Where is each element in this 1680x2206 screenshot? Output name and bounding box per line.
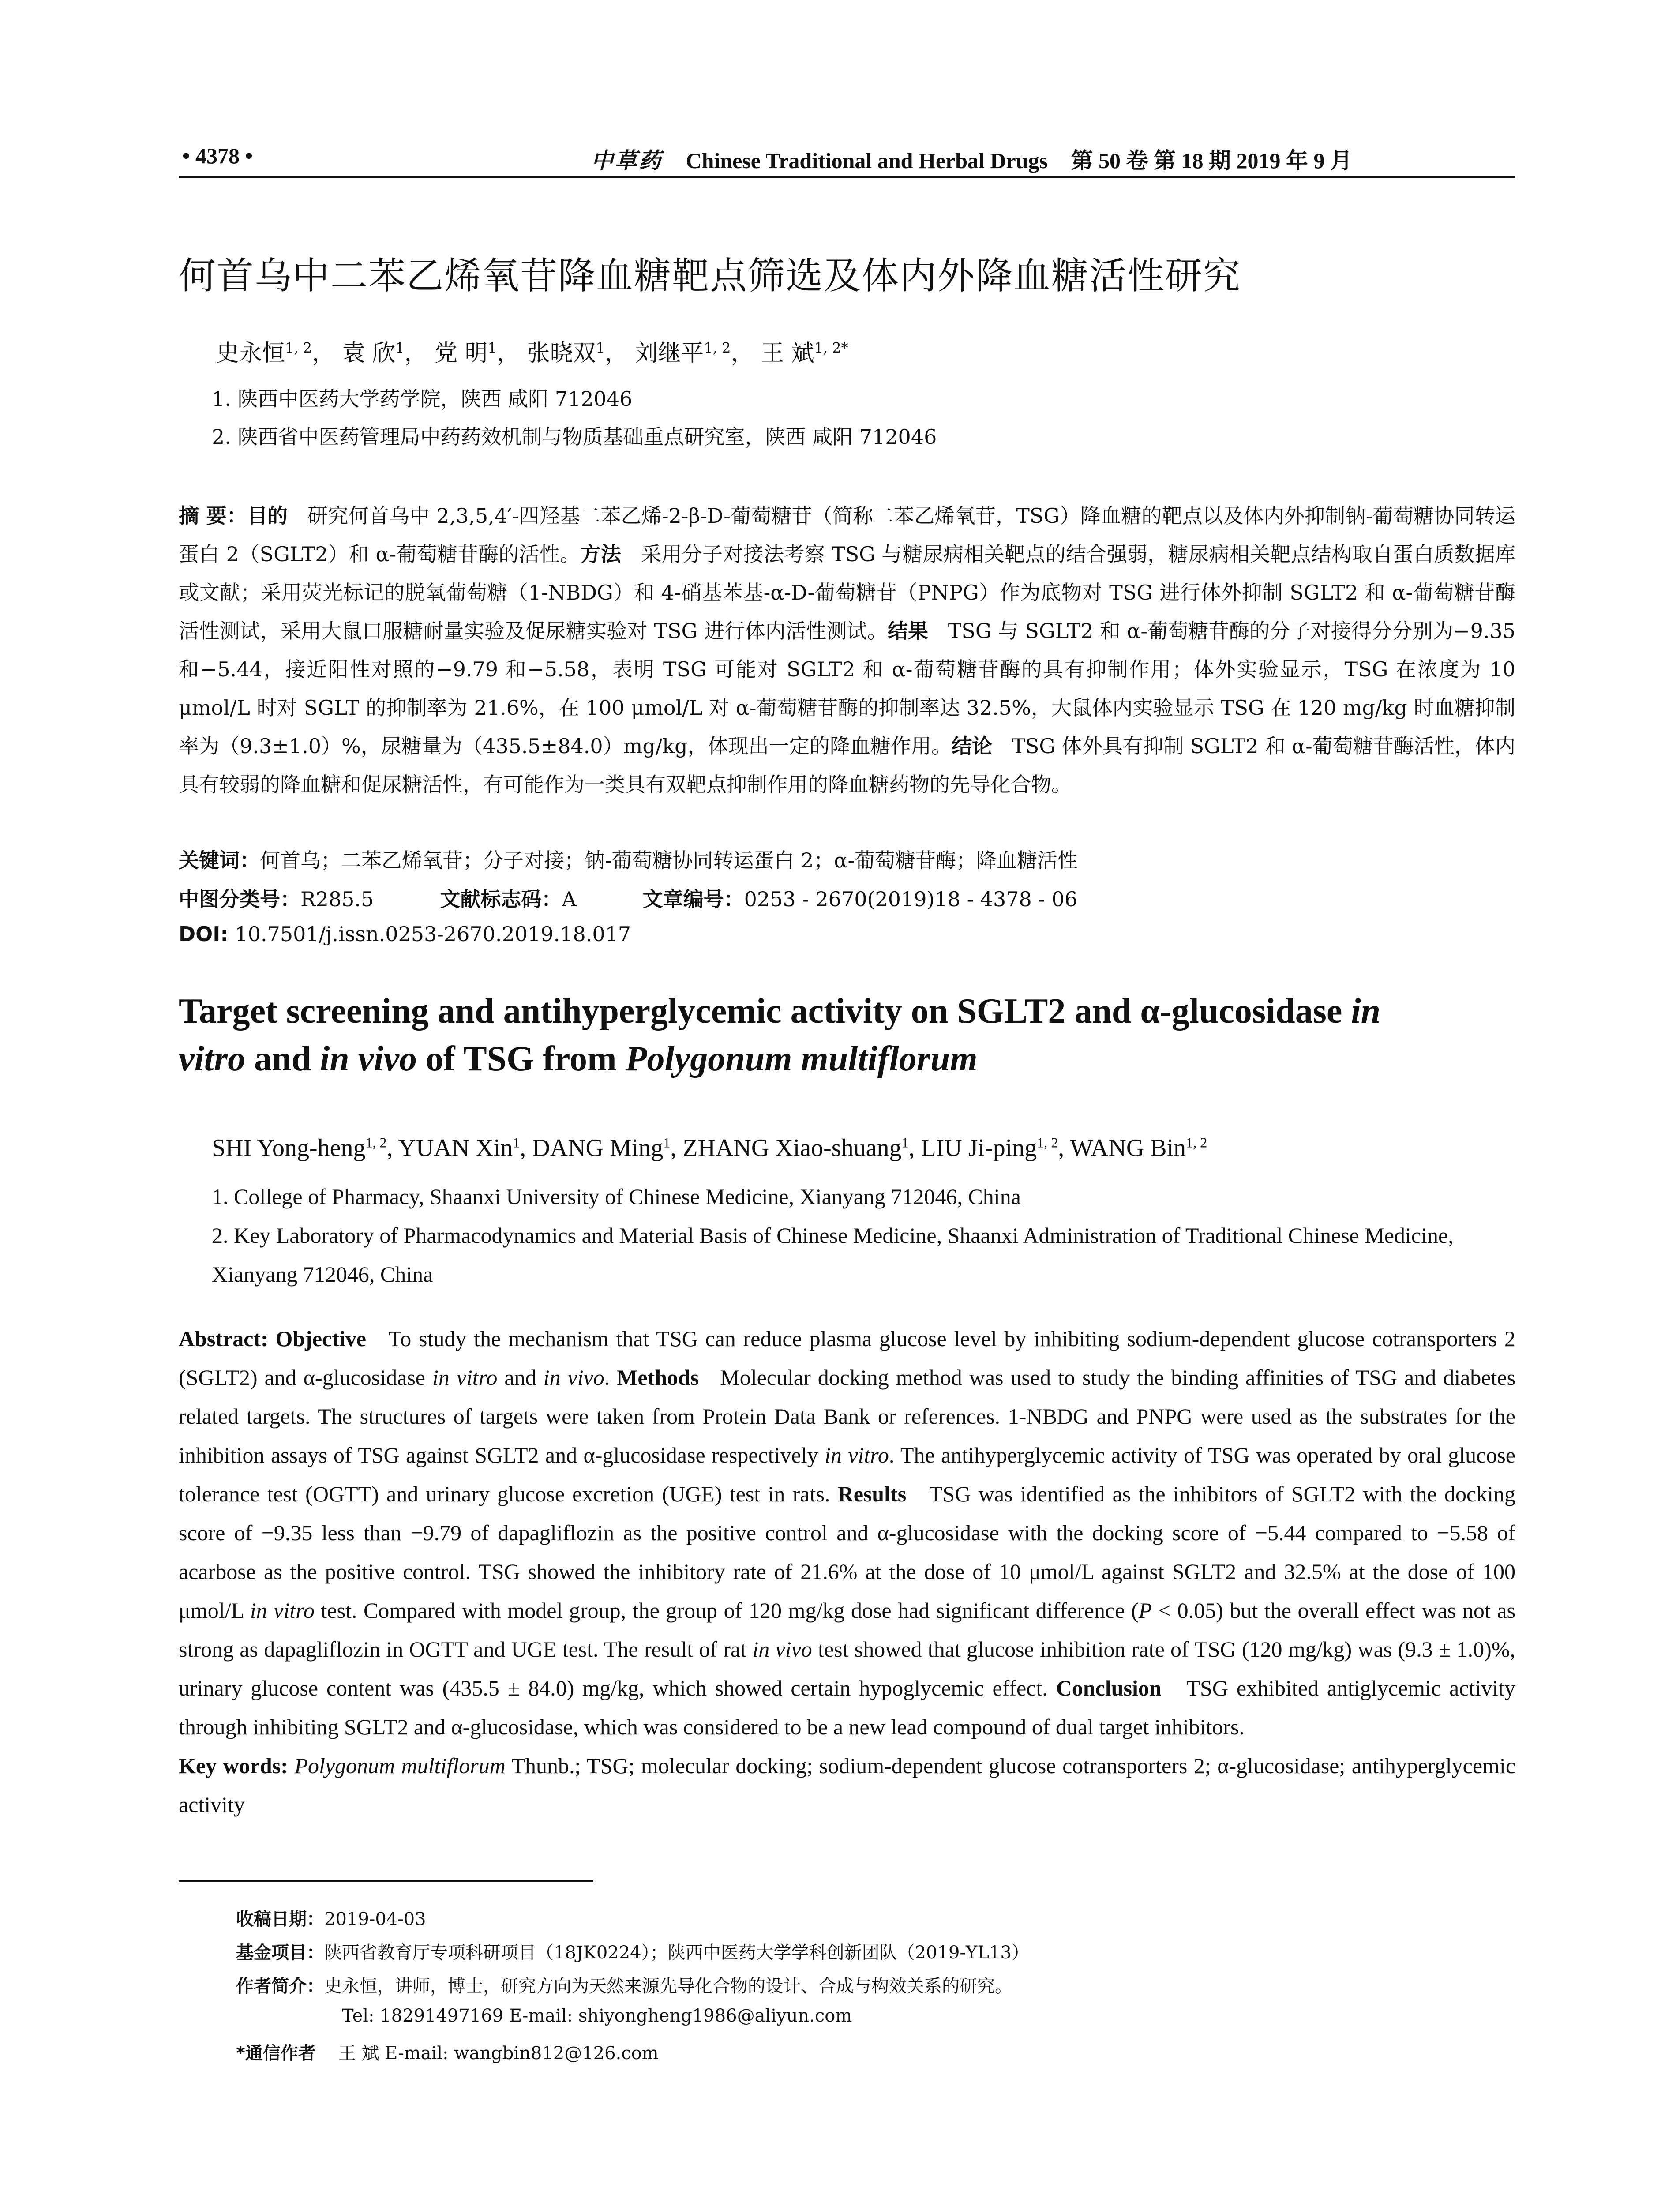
methods-label-en: Methods — [617, 1365, 699, 1390]
author-name: SHI Yong-heng — [212, 1134, 366, 1162]
doc-code-value: A — [562, 887, 577, 911]
author-name: WANG Bin — [1070, 1134, 1186, 1162]
methods-en: . The antihyperglycemic activity of TSG was operated by oral glucose tolerance test (OGTT) and urinary glucose excretion (UGE) test in rats. — [179, 1443, 1515, 1506]
footnote-text: 史永恒，讲师，博士，研究方向为天然来源先导化合物的设计、合成与构效关系的研究。 — [324, 1976, 1012, 1996]
objective-cn: 研究何首乌中 2,3,5,4′-四羟基二苯乙烯-2-β-D-葡萄糖苷（简称二苯乙烯氧苷，TSG）降血糖的靶点以及体内外抑制钠-葡萄糖协同转运蛋白 2（SGLT2）和 α-葡萄糖苷酶的活性。 — [179, 504, 1516, 566]
title-en-part: of TSG from — [417, 1039, 626, 1078]
footnote-label: 收稿日期： — [236, 1909, 324, 1929]
title-en — [179, 987, 1515, 1083]
objective-en: and — [497, 1365, 544, 1390]
journal-name-cn: 中草药 — [591, 148, 663, 173]
footnote-received — [236, 1905, 426, 1930]
keywords-text-cn: 何首乌；二苯乙烯氧苷；分子对接；钠-葡萄糖协同转运蛋白 2；α-葡萄糖苷酶；降血糖活性 — [260, 848, 1078, 872]
author-name: 袁 欣 — [342, 340, 396, 367]
clc-value: R285.5 — [300, 887, 374, 911]
footnote-text: 王 斌 E-mail: wangbin812@126.com — [338, 2043, 659, 2063]
abstract-label-cn: 摘 要： — [179, 504, 247, 528]
results-label-cn: 结果 — [887, 619, 929, 643]
article-no-label: 文章编号： — [642, 887, 744, 911]
author-name: 党 明 — [435, 340, 488, 367]
title-en-italic: in — [1351, 992, 1381, 1031]
affiliation-cn-1: 1. 陕西中医药大学药学院，陕西 咸阳 712046 — [212, 387, 633, 411]
objective-en: To study the mechanism that TSG can reduce plasma glucose level by inhibiting sodium-dependent glucose cotransporters 2 (SGLT2) and α-glucosidase — [179, 1326, 1515, 1390]
footnote-text: 2019-04-03 — [324, 1909, 426, 1929]
author-name: 王 斌 — [761, 340, 814, 367]
running-header — [179, 140, 1515, 178]
author-sup: 1, 2 — [365, 1134, 387, 1151]
footnote-text: 陕西省教育厅专项科研项目（18JK0224）；陕西中医药大学学科创新团队（2019-YL13） — [324, 1943, 1029, 1963]
author-name: ZHANG Xiao-shuang — [682, 1134, 902, 1162]
italic-term: Polygonum multiflorum — [294, 1753, 506, 1778]
author-sup: 1, 2 — [1186, 1134, 1208, 1151]
author-sup: 1 — [663, 1134, 671, 1151]
affiliation-en-1: 1. College of Pharmacy, Shaanxi University of Chinese Medicine, Xianyang 712046, China — [212, 1184, 1021, 1209]
clc-label: 中图分类号： — [179, 887, 300, 911]
footnote-contact: Tel: 18291497169 E-mail: shiyongheng1986@aliyun.com — [342, 2006, 852, 2026]
author-name: 史永恒 — [216, 340, 285, 367]
authors-cn: 史永恒$^{1, 2}$， 袁 欣$^1$， 党 明$^1$， 张晓双$^1$， 刘继平$^{1, 2}$， 王 斌$^{1, 2*}$ — [216, 339, 848, 367]
keywords-en: Thunb.; TSG; molecular docking; sodium-dependent glucose cotransporters 2; α-glucosidase; antihyperglycemic activity — [179, 1753, 1516, 1817]
author-sup: 1 — [488, 339, 497, 356]
affiliation-en-2: 2. Key Laboratory of Pharmacodynamics and Material Basis of Chinese Medicine, Shaanxi Administration of Traditional Chinese Medicine, Xianyang 712046, China — [212, 1223, 1454, 1287]
results-en: test showed that glucose inhibition rate of TSG (120 mg/kg) was (9.3 ± 1.0)%, urinary glucose content was (435.5 ± 84.0) mg/kg, which showed certain hypoglycemic effect. — [179, 1637, 1515, 1700]
author-name: 刘继平 — [635, 340, 704, 367]
keywords-label-cn: 关键词： — [179, 848, 260, 872]
page-number: • 4378 • — [182, 143, 253, 168]
footnote-label: *通信作者 — [236, 2043, 316, 2063]
methods-en: Molecular docking method was used to study the binding affinities of TSG and diabetes related targets. The structures of targets were taken from Protein Data Bank or references. 1-NBDG and PNPG were used as the substrates for the inhibition assays of TSG against SGLT2 and α-glucosidase respectively — [179, 1365, 1516, 1467]
conclusion-cn: TSG 体外具有抑制 SGLT2 和 α-葡萄糖苷酶活性，体内具有较弱的降血糖和促尿糖活性，有可能作为一类具有双靶点抑制作用的降血糖药物的先导化合物。 — [179, 734, 1515, 796]
author-sup: 1 — [395, 339, 405, 356]
author-sup: 1 — [901, 1134, 909, 1151]
doi-value: 10.7501/j.issn.0253-2670.2019.18.017 — [235, 922, 631, 946]
results-label-en: Results — [837, 1482, 907, 1506]
author-name: DANG Ming — [532, 1134, 664, 1162]
keywords-label-en: Key words: — [179, 1753, 288, 1778]
results-en: < 0.05) but the overall effect was not as strong as dapagliflozin in OGTT and UGE test. The result of rat — [179, 1598, 1515, 1662]
author-name: YUAN Xin — [398, 1134, 513, 1162]
keywords-cn — [179, 844, 1078, 874]
methods-label-cn: 方法 — [580, 542, 622, 566]
title-cn: 何首乌中二苯乙烯氧苷降血糖靶点筛选及体内外降血糖活性研究 — [179, 254, 1241, 297]
journal-info — [591, 143, 1352, 175]
authors-en: SHI Yong-heng$^{1, 2}$, YUAN Xin$^1$, DANG Ming$^1$, ZHANG Xiao-shuang$^1$, LIU Ji-ping$^{1, 2}$, WANG Bin$^{1, 2}$ — [212, 1134, 1208, 1162]
doi-line — [179, 922, 631, 946]
title-en-italic: in vivo — [320, 1039, 417, 1078]
journal-name-en: Chinese Traditional and Herbal Drugs — [686, 148, 1048, 173]
italic-term: P — [1138, 1598, 1152, 1623]
author-sup: 1, 2 — [285, 339, 312, 356]
affiliation-cn-2: 2. 陕西省中医药管理局中药药效机制与物质基础重点研究室，陕西 咸阳 712046 — [212, 425, 937, 449]
italic-term: in vitro — [432, 1365, 498, 1390]
classification-line — [179, 883, 1077, 912]
abstract-label-en: Abstract: Objective — [179, 1326, 366, 1351]
italic-term: in vivo — [543, 1365, 604, 1390]
journal-issue: 第 50 卷 第 18 期 2019 年 9 月 — [1071, 148, 1352, 173]
author-name: LIU Ji-ping — [921, 1134, 1037, 1162]
author-sup: 1 — [596, 339, 605, 356]
results-cn: TSG 与 SGLT2 和 α-葡萄糖苷酶的分子对接得分分别为−9.35 和−5.44，接近阳性对照的−9.79 和−5.58，表明 TSG 可能对 SGLT2 和 α-葡萄糖苷酶的具有抑制作用；体外实验显示，TSG 在浓度为 10 μmol/L 时对 SGLT 的抑制率为 21.6%，在 100 μmol/L 对 α-葡萄糖苷酶的抑制率达 32.5%，大鼠体内实验显示 TSG 在 120 mg/kg 时血糖抑制率为（9.3±1.0）%，尿糖量为（435.5±84.0）mg/kg，体现出一定的降血糖作用。 — [179, 619, 1516, 758]
author-sup: 1, 2 — [704, 339, 731, 356]
abstract-cn — [179, 497, 1515, 804]
title-en-part: and — [245, 1039, 320, 1078]
author-sup: 1, 2 — [1037, 1134, 1058, 1151]
conclusion-label-cn: 结论 — [952, 734, 993, 758]
abstract-en — [179, 1319, 1515, 1824]
footnote-label: 作者简介： — [236, 1976, 324, 1996]
footnote-corresponding — [236, 2039, 659, 2064]
doc-code-label: 文献标志码： — [440, 887, 562, 911]
italic-term: in vitro — [825, 1443, 889, 1467]
title-en-italic: Polygonum multiflorum — [625, 1039, 978, 1078]
conclusion-label-en: Conclusion — [1056, 1676, 1162, 1700]
author-name: 张晓双 — [527, 340, 596, 367]
italic-term: in vivo — [752, 1637, 812, 1662]
footnote-divider — [179, 1880, 593, 1882]
footnote-fund — [236, 1939, 1029, 1964]
objective-label-cn: 目的 — [247, 504, 288, 528]
results-en: test. Compared with model group, the group of 120 mg/kg dose had significant difference ( — [314, 1598, 1139, 1623]
conclusion-en: TSG exhibited antiglycemic activity through inhibiting SGLT2 and α-glucosidase, which was considered to be a new lead compound of dual target inhibitors. — [179, 1676, 1516, 1739]
methods-cn: 采用分子对接法考察 TSG 与糖尿病相关靶点的结合强弱，糖尿病相关靶点结构取自蛋白质数据库或文献；采用荧光标记的脱氧葡萄糖（1-NBDG）和 4-硝基苯基-α-D-葡萄糖苷（PNPG）作为底物对 TSG 进行体外抑制 SGLT2 和 α-葡萄糖苷酶活性测试，采用大鼠口服糖耐量实验及促尿糖实验对 TSG 进行体内活性测试。 — [179, 542, 1515, 643]
article-no-value: 0253 - 2670(2019)18 - 4378 - 06 — [744, 887, 1078, 911]
doi-label: DOI: — [179, 922, 229, 946]
title-en-part: Target screening and antihyperglycemic activity on SGLT2 and α-glucosidase — [179, 992, 1351, 1031]
objective-en: . — [604, 1365, 610, 1390]
author-sup: 1 — [513, 1134, 520, 1151]
footnote-label: 基金项目： — [236, 1943, 324, 1963]
author-sup: 1, 2* — [814, 339, 848, 356]
italic-term: in vitro — [250, 1598, 315, 1623]
footnote-bio — [236, 1972, 1012, 1997]
title-en-italic: vitro — [179, 1039, 246, 1078]
results-en: TSG was identified as the inhibitors of SGLT2 with the docking score of −9.35 less than −9.79 of dapagliflozin as the positive control and α-glucosidase with the docking score of −5.44 compared to −5.58 of acarbose as the positive control. TSG showed the inhibitory rate of 21.6% at the dose of 10 μmol/L against SGLT2 and 32.5% at the dose of 100 μmol/L — [179, 1482, 1516, 1623]
